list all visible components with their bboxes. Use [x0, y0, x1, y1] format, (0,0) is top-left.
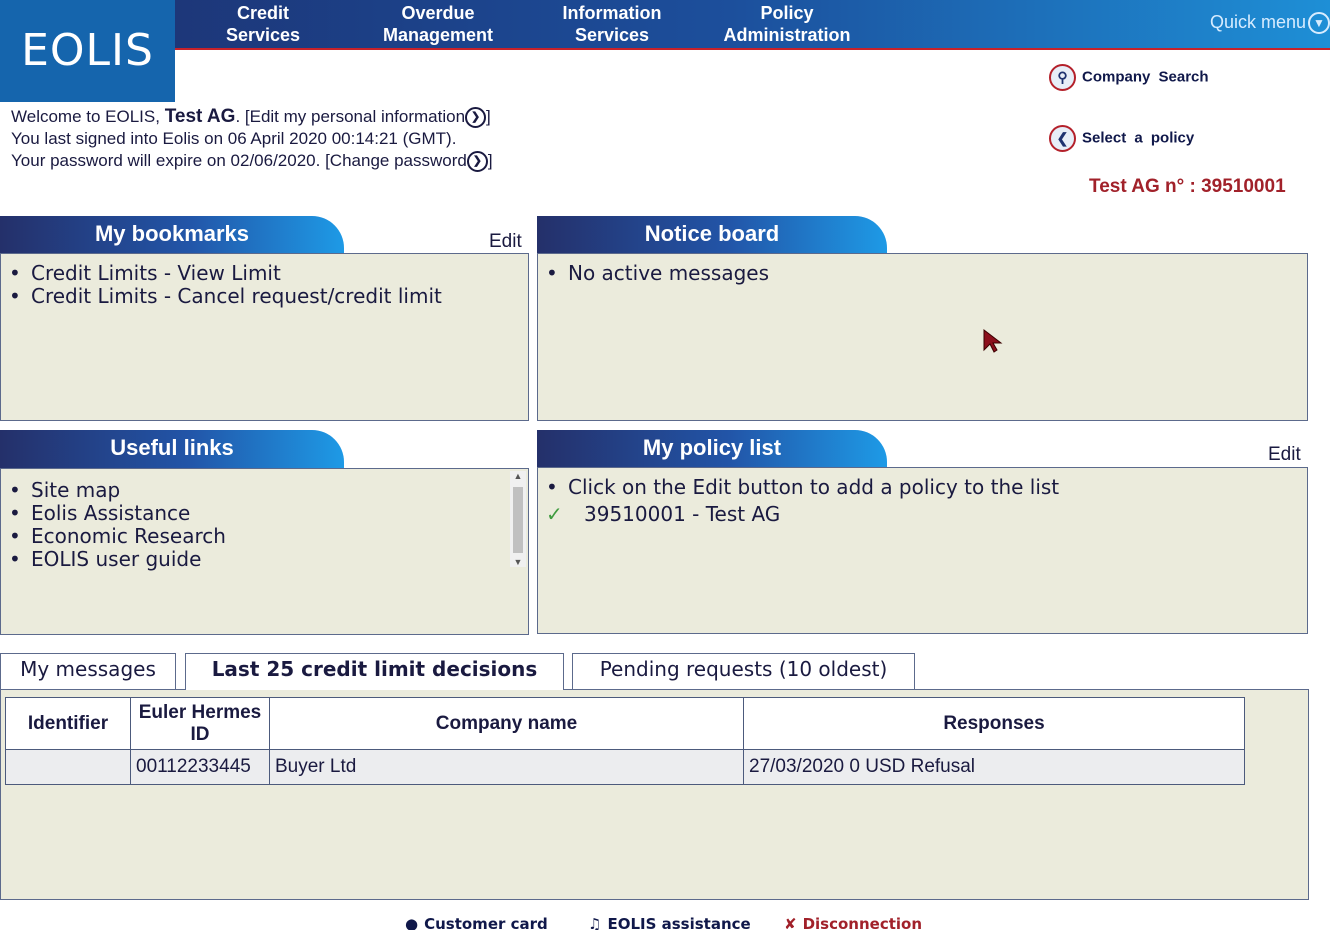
eolis-assistance-label: EOLIS assistance — [607, 915, 751, 930]
list-item[interactable] — [9, 525, 528, 548]
scrollbar[interactable] — [510, 471, 526, 567]
last-signed-text: You last signed into Eolis on 06 April 2020 00:14:21 (GMT). — [11, 129, 457, 149]
current-policy-id: Test AG n° : 39510001 — [1089, 176, 1286, 197]
bookmarks-title: My bookmarks — [0, 216, 344, 254]
nav-label-line2: Management — [382, 25, 494, 45]
cell-response: 27/03/2020 0 USD Refusal — [744, 750, 1245, 785]
bracket: ] — [486, 107, 491, 126]
useful-links-panel — [0, 468, 529, 635]
search-icon: ⚲ — [1049, 64, 1076, 91]
notice-board-title: Notice board — [537, 216, 887, 254]
column-header[interactable]: Identifier — [6, 698, 131, 750]
headset-icon: ♫ — [588, 915, 602, 930]
arrow-right-icon[interactable]: ❯ — [467, 151, 488, 172]
policy-list-panel — [537, 467, 1308, 634]
user-name: Test AG — [164, 106, 236, 127]
mouse-cursor-icon — [982, 328, 1004, 354]
policy-list-title: My policy list — [537, 430, 887, 468]
nav-policy-administration[interactable] — [716, 2, 858, 46]
nav-label-line2: Services — [574, 25, 650, 45]
nav-credit-services[interactable] — [222, 2, 304, 46]
tab-pending-requests[interactable]: Pending requests (10 oldest) — [572, 653, 915, 689]
cell-identifier — [6, 750, 131, 785]
scroll-down-icon[interactable]: ▼ — [513, 557, 523, 567]
list-item[interactable] — [9, 502, 528, 525]
company-search-link[interactable] — [1049, 64, 1209, 91]
edit-personal-info-link[interactable]: [Edit my personal information — [244, 107, 466, 126]
tab-my-messages[interactable]: My messages — [0, 653, 176, 689]
scrollbar-thumb[interactable] — [513, 487, 523, 553]
useful-links-title: Useful links — [0, 430, 344, 468]
nav-label-line1: Credit — [236, 3, 289, 23]
list-item[interactable] — [9, 285, 528, 308]
company-search-label: Company Search — [1082, 68, 1209, 86]
bookmarks-edit-link[interactable]: Edit — [489, 231, 522, 252]
table-row[interactable] — [6, 750, 1245, 785]
quick-menu-button[interactable] — [1210, 12, 1330, 34]
policy-list-item[interactable]: ✓ 39510001 - Test AG — [546, 503, 1307, 526]
user-icon: ● — [405, 915, 419, 930]
change-password-link[interactable]: [Change password — [325, 151, 467, 171]
notice-board-panel — [537, 253, 1308, 421]
welcome-greeting: Welcome to EOLIS, — [11, 107, 165, 126]
list-item: • Click on the Edit button to add a policy to the list — [546, 476, 1307, 499]
chevron-down-icon: ▼ — [1308, 12, 1330, 34]
eolis-logo[interactable]: EOLIS — [0, 0, 175, 102]
scroll-up-icon[interactable]: ▲ — [513, 471, 523, 481]
nav-information-services[interactable] — [556, 2, 668, 46]
quick-menu-label: Quick menu — [1209, 12, 1306, 32]
nav-label-line2: Administration — [723, 25, 851, 45]
list-item: • No active messages — [546, 262, 1307, 285]
useful-link[interactable]: Eolis Assistance — [31, 501, 191, 525]
close-icon: ✘ — [784, 915, 797, 930]
useful-link[interactable]: Economic Research — [31, 524, 226, 548]
cell-eh-id[interactable]: 00112233445 — [131, 750, 270, 785]
list-item[interactable] — [9, 479, 528, 502]
bookmark-link[interactable]: Credit Limits - View Limit — [31, 261, 281, 285]
policy-list-edit-link[interactable]: Edit — [1268, 444, 1301, 465]
list-item[interactable] — [9, 548, 528, 571]
bookmarks-panel — [0, 253, 529, 421]
list-item[interactable] — [9, 262, 528, 285]
nav-label-line2: Services — [225, 25, 301, 45]
tab-last-25-decisions[interactable]: Last 25 credit limit decisions — [185, 653, 564, 690]
disconnection-link[interactable] — [784, 915, 922, 930]
eolis-assistance-link[interactable] — [588, 915, 751, 930]
select-policy-link[interactable] — [1049, 125, 1194, 152]
useful-link[interactable]: EOLIS user guide — [31, 547, 202, 571]
column-header[interactable]: Company name — [270, 698, 744, 750]
welcome-block: Welcome to EOLIS, Test AG. [Edit my personal information ❯ ] You last signed into Eolis on 06 April 2020 00:14:21 (GMT). Your password will expire on 02/06/2020. [Change password ❯ ] — [11, 106, 493, 172]
useful-link[interactable]: Site map — [31, 478, 121, 502]
column-header[interactable]: Euler Hermes ID — [131, 698, 270, 750]
bracket: ] — [487, 151, 493, 171]
arrow-right-icon[interactable]: ❯ — [465, 107, 486, 128]
password-expire-text: Your password will expire on 02/06/2020. — [11, 151, 326, 171]
customer-card-label: Customer card — [424, 915, 548, 930]
column-header[interactable]: Responses — [744, 698, 1245, 750]
nav-label-line1: Overdue — [401, 3, 475, 23]
disconnection-label: Disconnection — [802, 915, 923, 930]
nav-label-line1: Policy — [760, 3, 814, 23]
customer-card-link[interactable] — [405, 915, 548, 930]
cell-company[interactable]: Buyer Ltd — [270, 750, 744, 785]
decisions-table — [5, 697, 1245, 785]
select-policy-label: Select a policy — [1082, 129, 1195, 147]
nav-overdue-management[interactable] — [376, 2, 500, 46]
bookmark-link[interactable]: Credit Limits - Cancel request/credit limit — [31, 284, 442, 308]
nav-label-line1: Information — [562, 3, 662, 23]
arrow-left-icon: ❮ — [1049, 125, 1076, 152]
